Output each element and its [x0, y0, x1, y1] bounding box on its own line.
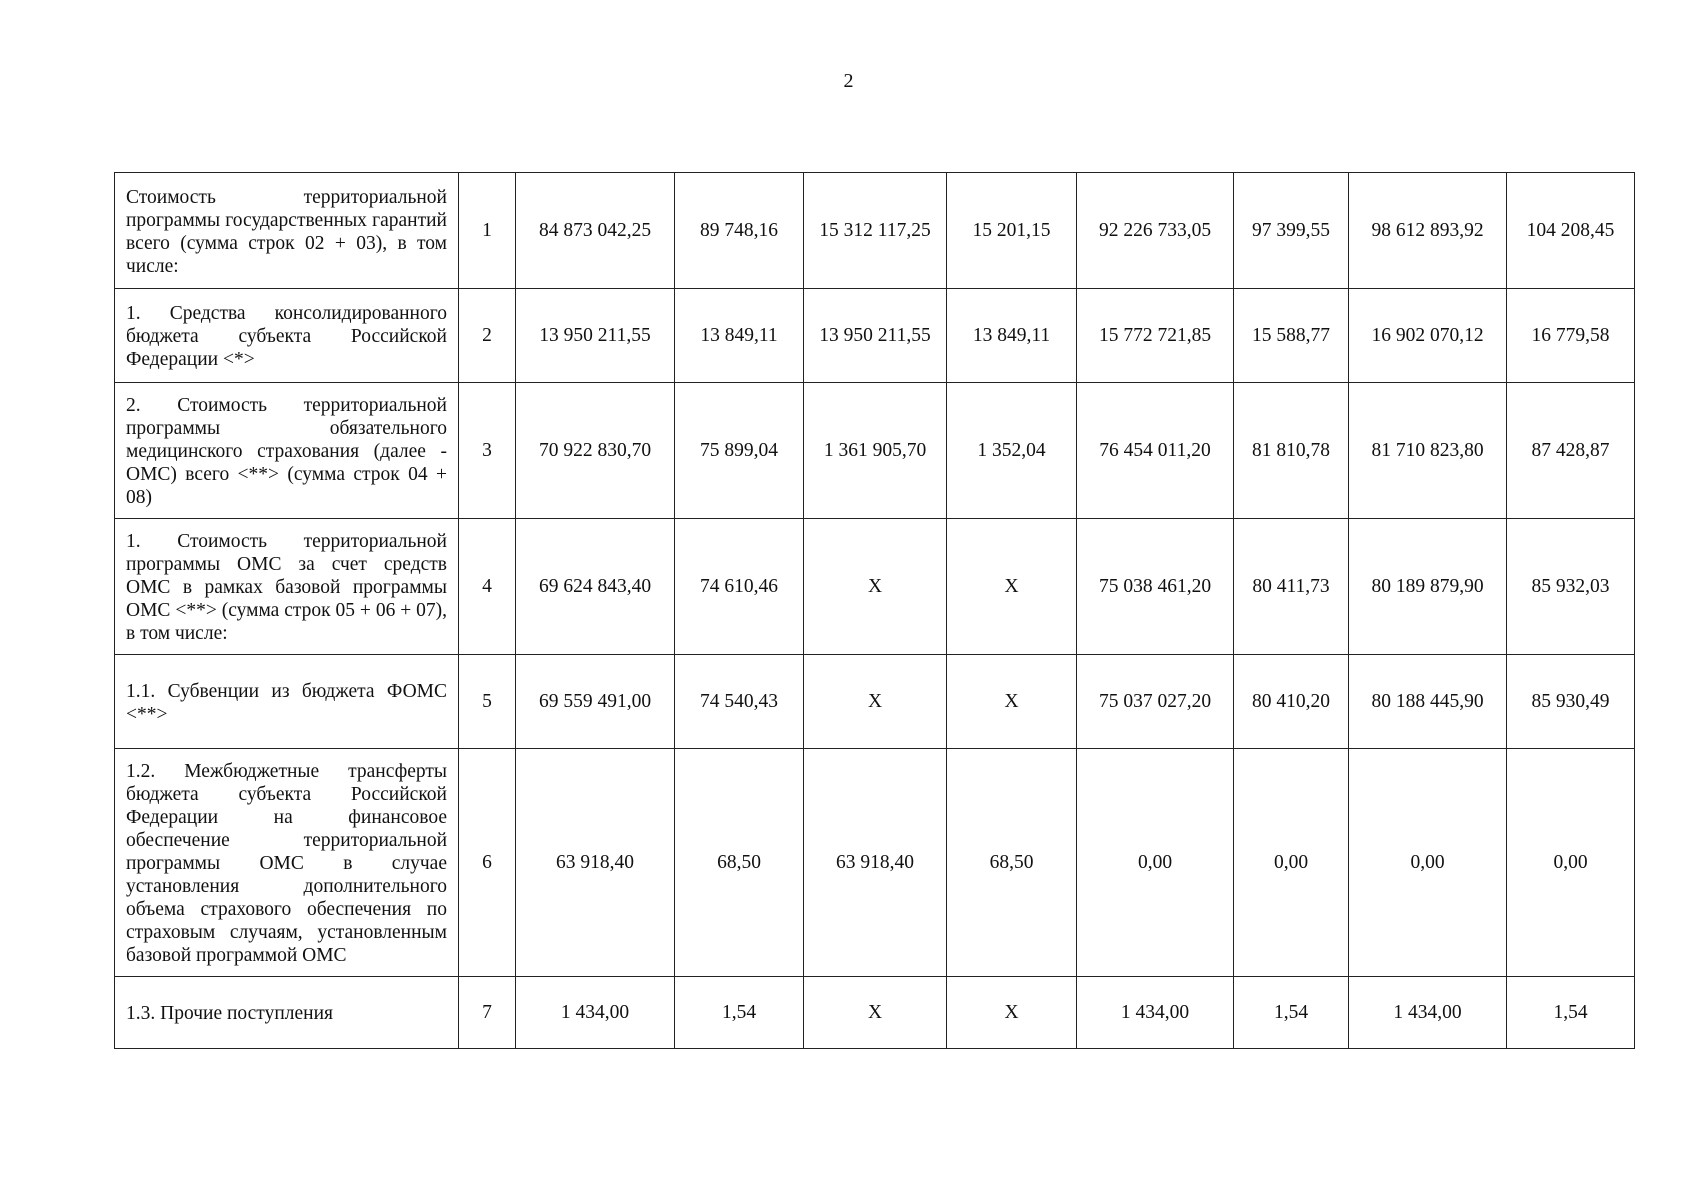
table-cell: X	[947, 655, 1077, 749]
table-cell: 63 918,40	[516, 749, 675, 977]
table-cell: 74 610,46	[675, 519, 804, 655]
table-cell: 85 932,03	[1507, 519, 1635, 655]
table-cell: 81 710 823,80	[1349, 383, 1507, 519]
row-label: 2. Стоимость территориальной программы обязательного медицинского страхования (далее - ОМС) всего <**> (сумма строк 04 + 08)	[115, 383, 459, 519]
table-cell: 15 312 117,25	[804, 173, 947, 289]
table-cell: 13 950 211,55	[804, 289, 947, 383]
table-cell: 76 454 011,20	[1077, 383, 1234, 519]
row-line-number: 1	[459, 173, 516, 289]
row-line-number: 2	[459, 289, 516, 383]
table-cell: 15 201,15	[947, 173, 1077, 289]
row-line-number: 7	[459, 977, 516, 1049]
table-row	[115, 289, 1635, 383]
table-cell: 80 188 445,90	[1349, 655, 1507, 749]
table-cell: 85 930,49	[1507, 655, 1635, 749]
table-cell: 1 434,00	[1349, 977, 1507, 1049]
table-cell: 68,50	[675, 749, 804, 977]
table-cell: 13 849,11	[947, 289, 1077, 383]
row-label: 1. Средства консолидированного бюджета субъекта Российской Федерации <*>	[115, 289, 459, 383]
table-cell: 75 038 461,20	[1077, 519, 1234, 655]
row-line-number: 3	[459, 383, 516, 519]
table-cell: 16 902 070,12	[1349, 289, 1507, 383]
table-cell: 80 189 879,90	[1349, 519, 1507, 655]
table-cell: 63 918,40	[804, 749, 947, 977]
table-row	[115, 173, 1635, 289]
table-cell: 69 624 843,40	[516, 519, 675, 655]
table-row	[115, 383, 1635, 519]
table-row	[115, 749, 1635, 977]
table-cell: 1,54	[675, 977, 804, 1049]
row-line-number: 4	[459, 519, 516, 655]
table-cell: 13 849,11	[675, 289, 804, 383]
table-cell: 0,00	[1234, 749, 1349, 977]
table-cell: 13 950 211,55	[516, 289, 675, 383]
row-line-number: 6	[459, 749, 516, 977]
table-cell: 84 873 042,25	[516, 173, 675, 289]
table-cell: 1,54	[1507, 977, 1635, 1049]
table-cell: 81 810,78	[1234, 383, 1349, 519]
table-cell: 1 352,04	[947, 383, 1077, 519]
table-cell: 68,50	[947, 749, 1077, 977]
table-cell: 16 779,58	[1507, 289, 1635, 383]
row-label: 1.3. Прочие поступления	[115, 977, 459, 1049]
budget-table	[114, 172, 1635, 1049]
table-cell: 0,00	[1507, 749, 1635, 977]
table-row	[115, 519, 1635, 655]
table-cell: 104 208,45	[1507, 173, 1635, 289]
row-label: 1.1. Субвенции из бюджета ФОМС <**>	[115, 655, 459, 749]
table-cell: 98 612 893,92	[1349, 173, 1507, 289]
table-cell: 69 559 491,00	[516, 655, 675, 749]
table-cell: X	[804, 977, 947, 1049]
table-cell: 74 540,43	[675, 655, 804, 749]
table-cell: 75 899,04	[675, 383, 804, 519]
table-cell: 92 226 733,05	[1077, 173, 1234, 289]
table-row	[115, 977, 1635, 1049]
table-cell: 87 428,87	[1507, 383, 1635, 519]
table-cell: 15 588,77	[1234, 289, 1349, 383]
table-cell: 0,00	[1077, 749, 1234, 977]
table-cell: 1 434,00	[516, 977, 675, 1049]
table-cell: 97 399,55	[1234, 173, 1349, 289]
table-cell: 0,00	[1349, 749, 1507, 977]
table-cell: 75 037 027,20	[1077, 655, 1234, 749]
table-cell: 1 434,00	[1077, 977, 1234, 1049]
table-cell: 70 922 830,70	[516, 383, 675, 519]
table-cell: X	[804, 655, 947, 749]
table-cell: 80 411,73	[1234, 519, 1349, 655]
table-cell: X	[804, 519, 947, 655]
table-row	[115, 655, 1635, 749]
table-cell: X	[947, 519, 1077, 655]
row-label: 1.2. Межбюджетные трансферты бюджета субъекта Российской Федерации на финансовое обеспечение территориальной программы ОМС в случае установления дополнительного объема страхового обеспечения по страховым случаям, установленным базовой программой ОМС	[115, 749, 459, 977]
table-cell: 80 410,20	[1234, 655, 1349, 749]
table-cell: X	[947, 977, 1077, 1049]
table-cell: 1,54	[1234, 977, 1349, 1049]
row-line-number: 5	[459, 655, 516, 749]
table-cell: 89 748,16	[675, 173, 804, 289]
table-cell: 1 361 905,70	[804, 383, 947, 519]
table-cell: 15 772 721,85	[1077, 289, 1234, 383]
row-label: 1. Стоимость территориальной программы ОМС за счет средств ОМС в рамках базовой программы ОМС <**> (сумма строк 05 + 06 + 07), в том числе:	[115, 519, 459, 655]
page-number: 2	[843, 70, 854, 92]
row-label: Стоимость территориальной программы государственных гарантий всего (сумма строк 02 + 03), в том числе:	[115, 173, 459, 289]
